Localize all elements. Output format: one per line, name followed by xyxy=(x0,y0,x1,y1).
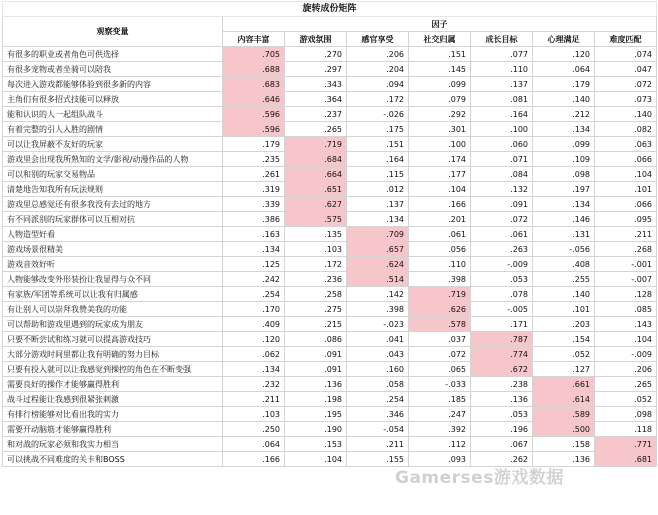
value-cell[interactable]: .064 xyxy=(533,62,595,77)
value-cell[interactable]: .211 xyxy=(347,437,409,452)
value-cell[interactable]: .614 xyxy=(533,392,595,407)
value-cell[interactable]: .408 xyxy=(533,257,595,272)
value-cell[interactable]: .175 xyxy=(347,122,409,137)
value-cell[interactable]: .140 xyxy=(533,92,595,107)
value-cell[interactable]: .201 xyxy=(409,212,471,227)
value-cell[interactable]: .198 xyxy=(285,392,347,407)
value-cell[interactable]: .091 xyxy=(285,347,347,362)
value-cell[interactable]: .196 xyxy=(471,422,533,437)
value-cell[interactable]: .103 xyxy=(223,407,285,422)
value-cell[interactable]: .688 xyxy=(223,62,285,77)
row-label[interactable]: 游戏场景很精美 xyxy=(3,242,223,257)
value-cell[interactable]: .140 xyxy=(533,287,595,302)
watermark: Gamerses游戏数据 xyxy=(395,468,564,488)
value-cell[interactable]: .082 xyxy=(595,122,657,137)
table-row xyxy=(3,227,657,242)
value-cell[interactable]: .064 xyxy=(223,437,285,452)
value-cell[interactable]: .177 xyxy=(409,167,471,182)
table-row xyxy=(3,152,657,167)
row-label[interactable]: 可以挑战不同难度的关卡和BOSS xyxy=(3,452,223,467)
value-cell[interactable]: .098 xyxy=(595,407,657,422)
row-label[interactable]: 能和认识的人一起组队战斗 xyxy=(3,107,223,122)
value-cell[interactable]: .237 xyxy=(285,107,347,122)
value-cell[interactable]: .077 xyxy=(471,47,533,62)
table-row xyxy=(3,212,657,227)
value-cell[interactable]: -.007 xyxy=(595,272,657,287)
value-cell[interactable]: .154 xyxy=(533,332,595,347)
value-cell[interactable]: .392 xyxy=(409,422,471,437)
table-title: 旋转成份矩阵 xyxy=(3,2,657,17)
row-label[interactable]: 可以帮助和游戏里遇到的玩家成为朋友 xyxy=(3,317,223,332)
value-cell[interactable]: .661 xyxy=(533,377,595,392)
value-cell[interactable]: .099 xyxy=(409,77,471,92)
value-cell[interactable]: .061 xyxy=(409,227,471,242)
column-header[interactable]: 游戏氛围 xyxy=(285,32,347,47)
column-header[interactable]: 心理满足 xyxy=(533,32,595,47)
value-cell[interactable]: .514 xyxy=(347,272,409,287)
value-cell[interactable]: .136 xyxy=(471,392,533,407)
row-label[interactable]: 人物造型好看 xyxy=(3,227,223,242)
table-row xyxy=(3,257,657,272)
value-cell[interactable]: .575 xyxy=(285,212,347,227)
value-cell[interactable]: .270 xyxy=(285,47,347,62)
value-cell[interactable]: .212 xyxy=(533,107,595,122)
value-cell[interactable]: .265 xyxy=(595,377,657,392)
row-label[interactable]: 有让别人可以崇拜我赞美我的功能 xyxy=(3,302,223,317)
value-cell[interactable]: .072 xyxy=(595,77,657,92)
value-cell[interactable]: .596 xyxy=(223,122,285,137)
table-row xyxy=(3,407,657,422)
value-cell[interactable]: .099 xyxy=(533,137,595,152)
table-row xyxy=(3,197,657,212)
value-cell[interactable]: .211 xyxy=(595,227,657,242)
value-cell[interactable]: .140 xyxy=(595,107,657,122)
value-cell[interactable]: .236 xyxy=(285,272,347,287)
table-row xyxy=(3,377,657,392)
value-cell[interactable]: .166 xyxy=(223,452,285,467)
value-cell[interactable]: .206 xyxy=(595,362,657,377)
value-cell[interactable]: .153 xyxy=(285,437,347,452)
row-label[interactable]: 有排行榜能够对比看出我的实力 xyxy=(3,407,223,422)
value-cell[interactable]: -.009 xyxy=(595,347,657,362)
column-header[interactable]: 社交归属 xyxy=(409,32,471,47)
table-row xyxy=(3,392,657,407)
table-row xyxy=(3,77,657,92)
value-cell[interactable]: .683 xyxy=(223,77,285,92)
value-cell[interactable]: .215 xyxy=(285,317,347,332)
value-cell[interactable]: .146 xyxy=(533,212,595,227)
value-cell[interactable]: .255 xyxy=(533,272,595,287)
value-cell[interactable]: .093 xyxy=(409,452,471,467)
value-cell[interactable]: .037 xyxy=(409,332,471,347)
value-cell[interactable]: .343 xyxy=(285,77,347,92)
value-cell[interactable]: .681 xyxy=(595,452,657,467)
value-cell[interactable]: .160 xyxy=(347,362,409,377)
rotated-component-matrix xyxy=(2,1,657,467)
value-cell[interactable]: .232 xyxy=(223,377,285,392)
value-cell[interactable]: .258 xyxy=(285,287,347,302)
value-cell[interactable]: .624 xyxy=(347,257,409,272)
table-row xyxy=(3,317,657,332)
value-cell[interactable]: -.005 xyxy=(471,302,533,317)
row-label[interactable]: 游戏里会出现我所熟知的文学/影视/动漫作品的人物 xyxy=(3,152,223,167)
value-cell[interactable]: .263 xyxy=(471,242,533,257)
value-cell[interactable]: .041 xyxy=(347,332,409,347)
value-cell[interactable]: .172 xyxy=(347,92,409,107)
value-cell[interactable]: .101 xyxy=(533,302,595,317)
table-row xyxy=(3,362,657,377)
value-cell[interactable]: .262 xyxy=(471,452,533,467)
value-cell[interactable]: .719 xyxy=(409,287,471,302)
value-cell[interactable]: .143 xyxy=(595,317,657,332)
value-cell[interactable]: .319 xyxy=(223,182,285,197)
table-row xyxy=(3,437,657,452)
value-cell[interactable]: .164 xyxy=(347,152,409,167)
value-cell[interactable]: .100 xyxy=(409,137,471,152)
value-cell[interactable]: .061 xyxy=(471,227,533,242)
value-cell[interactable]: .170 xyxy=(223,302,285,317)
value-cell[interactable]: .085 xyxy=(595,302,657,317)
value-cell[interactable]: .134 xyxy=(223,362,285,377)
table-row xyxy=(3,122,657,137)
value-cell[interactable]: .118 xyxy=(595,422,657,437)
value-cell[interactable]: .206 xyxy=(347,47,409,62)
table-row xyxy=(3,347,657,362)
value-cell[interactable]: .060 xyxy=(471,137,533,152)
value-cell[interactable]: .066 xyxy=(595,152,657,167)
value-cell[interactable]: .134 xyxy=(533,197,595,212)
value-cell[interactable]: .709 xyxy=(347,227,409,242)
value-cell[interactable]: .250 xyxy=(223,422,285,437)
value-cell[interactable]: .657 xyxy=(347,242,409,257)
value-cell[interactable]: .155 xyxy=(347,452,409,467)
value-cell[interactable]: .247 xyxy=(409,407,471,422)
value-cell[interactable]: .072 xyxy=(471,212,533,227)
value-cell[interactable]: .136 xyxy=(285,377,347,392)
value-cell[interactable]: .171 xyxy=(471,317,533,332)
value-cell[interactable]: .134 xyxy=(223,242,285,257)
value-cell[interactable]: .409 xyxy=(223,317,285,332)
value-cell[interactable]: .136 xyxy=(533,452,595,467)
value-cell[interactable]: .128 xyxy=(595,287,657,302)
value-cell[interactable]: -.033 xyxy=(409,377,471,392)
value-cell[interactable]: .104 xyxy=(409,182,471,197)
row-label[interactable]: 人物能够改变外形装扮让我显得与众不同 xyxy=(3,272,223,287)
value-cell[interactable]: .066 xyxy=(595,197,657,212)
row-label[interactable]: 有家族/军团等系统可以让我有归属感 xyxy=(3,287,223,302)
value-cell[interactable]: .110 xyxy=(471,62,533,77)
table-row xyxy=(3,302,657,317)
value-cell[interactable]: .211 xyxy=(223,392,285,407)
table-row xyxy=(3,452,657,467)
value-cell[interactable]: .091 xyxy=(471,197,533,212)
table-row xyxy=(3,92,657,107)
value-cell[interactable]: .151 xyxy=(347,137,409,152)
value-cell[interactable]: .109 xyxy=(533,152,595,167)
column-header[interactable]: 内容丰富 xyxy=(223,32,285,47)
value-cell[interactable]: .164 xyxy=(471,107,533,122)
value-cell[interactable]: .787 xyxy=(471,332,533,347)
value-cell[interactable]: .578 xyxy=(409,317,471,332)
value-cell[interactable]: .012 xyxy=(347,182,409,197)
value-cell[interactable]: .110 xyxy=(409,257,471,272)
value-cell[interactable]: .185 xyxy=(409,392,471,407)
value-cell[interactable]: .596 xyxy=(223,107,285,122)
value-cell[interactable]: .261 xyxy=(223,167,285,182)
row-label[interactable]: 只要有投入就可以让我感觉到操控的角色在不断变强 xyxy=(3,362,223,377)
table-row xyxy=(3,107,657,122)
table-row xyxy=(3,422,657,437)
value-cell[interactable]: .238 xyxy=(471,377,533,392)
value-cell[interactable]: -.026 xyxy=(347,107,409,122)
row-label[interactable]: 有不同派别的玩家群体可以互相对抗 xyxy=(3,212,223,227)
value-cell[interactable]: .398 xyxy=(409,272,471,287)
column-header[interactable]: 成长目标 xyxy=(471,32,533,47)
table-row xyxy=(3,287,657,302)
value-cell[interactable]: .052 xyxy=(595,392,657,407)
value-cell[interactable]: .190 xyxy=(285,422,347,437)
value-cell[interactable]: -.054 xyxy=(347,422,409,437)
value-cell[interactable]: -.001 xyxy=(595,257,657,272)
value-cell[interactable]: .626 xyxy=(409,302,471,317)
value-cell[interactable]: .386 xyxy=(223,212,285,227)
value-cell[interactable]: .684 xyxy=(285,152,347,167)
value-cell[interactable]: .179 xyxy=(223,137,285,152)
value-cell[interactable]: .131 xyxy=(533,227,595,242)
value-cell[interactable]: .074 xyxy=(595,47,657,62)
row-label[interactable]: 游戏里总感觉还有很多我没有去过的地方 xyxy=(3,197,223,212)
value-cell[interactable]: .125 xyxy=(223,257,285,272)
value-cell[interactable]: .084 xyxy=(471,167,533,182)
value-cell[interactable]: .056 xyxy=(409,242,471,257)
row-label[interactable]: 战斗过程能让我感到很紧张刺激 xyxy=(3,392,223,407)
value-cell[interactable]: .166 xyxy=(409,197,471,212)
value-cell[interactable]: .172 xyxy=(285,257,347,272)
value-cell[interactable]: .071 xyxy=(471,152,533,167)
value-cell[interactable]: .072 xyxy=(409,347,471,362)
value-cell[interactable]: .127 xyxy=(533,362,595,377)
value-cell[interactable]: .672 xyxy=(471,362,533,377)
value-cell[interactable]: .078 xyxy=(471,287,533,302)
row-label[interactable]: 只要不断尝试和练习就可以提高游戏技巧 xyxy=(3,332,223,347)
value-cell[interactable]: .095 xyxy=(595,212,657,227)
value-cell[interactable]: .135 xyxy=(285,227,347,242)
table-row xyxy=(3,62,657,77)
value-cell[interactable]: .073 xyxy=(595,92,657,107)
value-cell[interactable]: .646 xyxy=(223,92,285,107)
row-label[interactable]: 主角们有很多招式技能可以释放 xyxy=(3,92,223,107)
table-row xyxy=(3,272,657,287)
value-cell[interactable]: .275 xyxy=(285,302,347,317)
value-cell[interactable]: .254 xyxy=(223,287,285,302)
value-cell[interactable]: .179 xyxy=(533,77,595,92)
row-label[interactable]: 清楚地告知我所有玩法规则 xyxy=(3,182,223,197)
table-row xyxy=(3,332,657,347)
table-row xyxy=(3,182,657,197)
value-cell[interactable]: .104 xyxy=(285,452,347,467)
value-cell[interactable]: .065 xyxy=(409,362,471,377)
value-cell[interactable]: .195 xyxy=(285,407,347,422)
table-row xyxy=(3,47,657,62)
value-cell[interactable]: .197 xyxy=(533,182,595,197)
row-header: 观察变量 xyxy=(3,17,223,47)
value-cell[interactable]: .091 xyxy=(285,362,347,377)
value-cell[interactable]: -.023 xyxy=(347,317,409,332)
value-cell[interactable]: .062 xyxy=(223,347,285,362)
value-cell[interactable]: .132 xyxy=(471,182,533,197)
value-cell[interactable]: .774 xyxy=(471,347,533,362)
value-cell[interactable]: .589 xyxy=(533,407,595,422)
value-cell[interactable]: .104 xyxy=(595,332,657,347)
value-cell[interactable]: .158 xyxy=(533,437,595,452)
value-cell[interactable]: .292 xyxy=(409,107,471,122)
value-cell[interactable]: .174 xyxy=(409,152,471,167)
value-cell[interactable]: -.056 xyxy=(533,242,595,257)
factor-header: 因子 xyxy=(223,17,657,32)
value-cell[interactable]: .254 xyxy=(347,392,409,407)
value-cell[interactable]: .104 xyxy=(595,167,657,182)
value-cell[interactable]: .627 xyxy=(285,197,347,212)
value-cell[interactable]: .204 xyxy=(347,62,409,77)
value-cell[interactable]: .081 xyxy=(471,92,533,107)
value-cell[interactable]: .771 xyxy=(595,437,657,452)
value-cell[interactable]: .145 xyxy=(409,62,471,77)
value-cell[interactable]: .235 xyxy=(223,152,285,167)
row-label[interactable]: 有着完整的引人入胜的剧情 xyxy=(3,122,223,137)
row-label[interactable]: 和对战的玩家必须和我实力相当 xyxy=(3,437,223,452)
value-cell[interactable]: .067 xyxy=(471,437,533,452)
value-cell[interactable]: .094 xyxy=(347,77,409,92)
value-cell[interactable]: .063 xyxy=(595,137,657,152)
value-cell[interactable]: -.009 xyxy=(471,257,533,272)
value-cell[interactable]: .101 xyxy=(595,182,657,197)
table-row xyxy=(3,137,657,152)
value-cell[interactable]: .163 xyxy=(223,227,285,242)
column-header[interactable]: 感官享受 xyxy=(347,32,409,47)
value-cell[interactable]: .115 xyxy=(347,167,409,182)
value-cell[interactable]: .268 xyxy=(595,242,657,257)
row-label[interactable]: 每次进入游戏都能够体验到很多新的内容 xyxy=(3,77,223,92)
table-row xyxy=(3,242,657,257)
value-cell[interactable]: .086 xyxy=(285,332,347,347)
value-cell[interactable]: .664 xyxy=(285,167,347,182)
value-cell[interactable]: .705 xyxy=(223,47,285,62)
value-cell[interactable]: .103 xyxy=(285,242,347,257)
value-cell[interactable]: .053 xyxy=(471,272,533,287)
value-cell[interactable]: .137 xyxy=(471,77,533,92)
value-cell[interactable]: .058 xyxy=(347,377,409,392)
row-label[interactable]: 可以让我屏蔽不友好的玩家 xyxy=(3,137,223,152)
value-cell[interactable]: .398 xyxy=(347,302,409,317)
value-cell[interactable]: .297 xyxy=(285,62,347,77)
row-label[interactable]: 可以和别的玩家交易物品 xyxy=(3,167,223,182)
value-cell[interactable]: .719 xyxy=(285,137,347,152)
row-label[interactable]: 游戏音效好听 xyxy=(3,257,223,272)
value-cell[interactable]: .500 xyxy=(533,422,595,437)
column-header[interactable]: 难度匹配 xyxy=(595,32,657,47)
value-cell[interactable]: .203 xyxy=(533,317,595,332)
value-cell[interactable]: .079 xyxy=(409,92,471,107)
value-cell[interactable]: .265 xyxy=(285,122,347,137)
row-label[interactable]: 需要开动脑筋才能够赢得胜利 xyxy=(3,422,223,437)
value-cell[interactable]: .301 xyxy=(409,122,471,137)
value-cell[interactable]: .151 xyxy=(409,47,471,62)
value-cell[interactable]: .047 xyxy=(595,62,657,77)
value-cell[interactable]: .242 xyxy=(223,272,285,287)
row-label[interactable]: 需要良好的操作才能够赢得胜利 xyxy=(3,377,223,392)
value-cell[interactable]: .134 xyxy=(347,212,409,227)
value-cell[interactable]: .052 xyxy=(533,347,595,362)
row-label[interactable]: 有很多宠物或者坐骑可以陪我 xyxy=(3,62,223,77)
value-cell[interactable]: .137 xyxy=(347,197,409,212)
value-cell[interactable]: .339 xyxy=(223,197,285,212)
value-cell[interactable]: .346 xyxy=(347,407,409,422)
value-cell[interactable]: .043 xyxy=(347,347,409,362)
value-cell[interactable]: .364 xyxy=(285,92,347,107)
value-cell[interactable]: .100 xyxy=(471,122,533,137)
row-label[interactable]: 大部分游戏时间里都让我有明确的努力目标 xyxy=(3,347,223,362)
value-cell[interactable]: .098 xyxy=(533,167,595,182)
value-cell[interactable]: .142 xyxy=(347,287,409,302)
value-cell[interactable]: .053 xyxy=(471,407,533,422)
value-cell[interactable]: .651 xyxy=(285,182,347,197)
row-label[interactable]: 有很多的职业或者角色可供选择 xyxy=(3,47,223,62)
value-cell[interactable]: .120 xyxy=(223,332,285,347)
value-cell[interactable]: .120 xyxy=(533,47,595,62)
value-cell[interactable]: .112 xyxy=(409,437,471,452)
table-row xyxy=(3,167,657,182)
value-cell[interactable]: .134 xyxy=(533,122,595,137)
